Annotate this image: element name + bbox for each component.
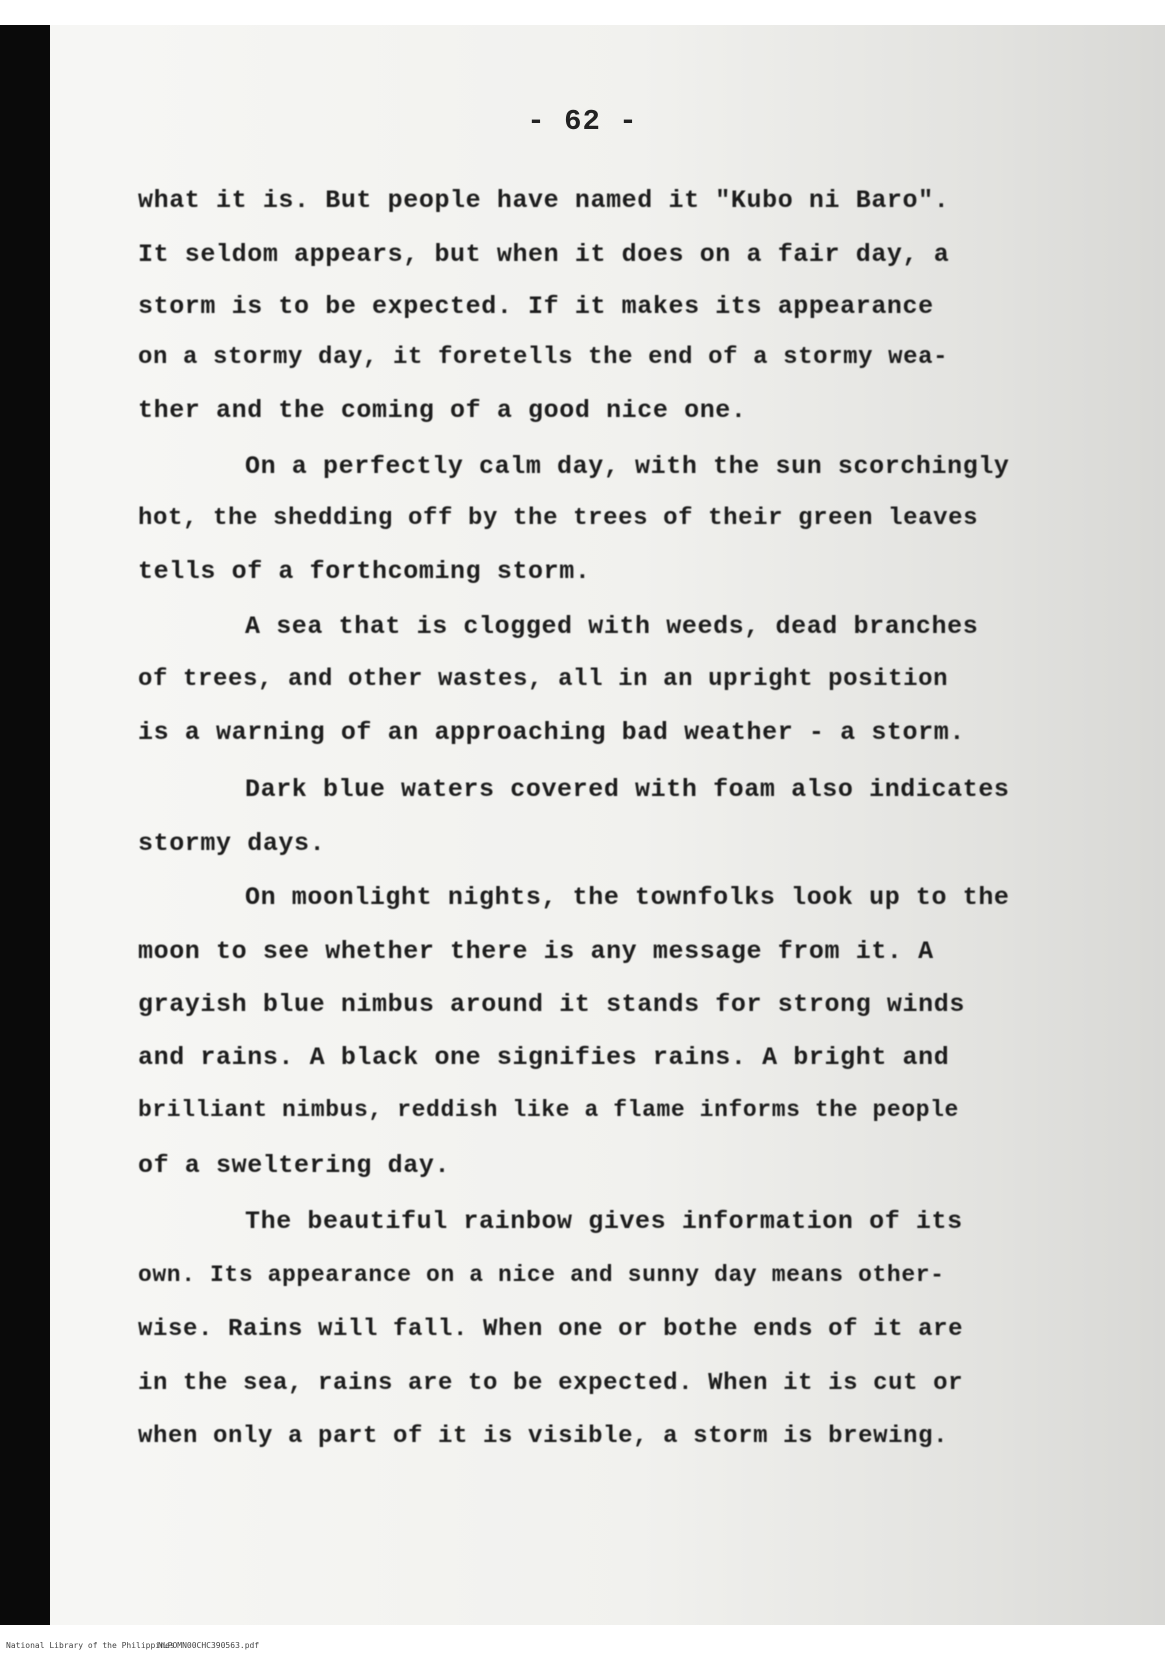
text-line: The beautiful rainbow gives information of its [245,1207,963,1236]
text-line: of a sweltering day. [138,1151,451,1180]
text-line: own. Its appearance on a nice and sunny day means other- [138,1262,945,1288]
text-line: Dark blue waters covered with foam also indicates [245,775,1010,804]
top-margin [0,0,1165,25]
text-line: On moonlight nights, the townfolks look up to the [245,883,1010,912]
text-line: of trees, and other wastes, all in an upright position [138,666,949,693]
text-line: It seldom appears, but when it does on a fair day, a [138,240,950,269]
text-line: on a stormy day, it foretells the end of a stormy wea- [138,344,949,371]
text-line: brilliant nimbus, reddish like a flame informs the people [138,1097,959,1123]
text-line: stormy days. [138,829,326,858]
text-line: hot, the shedding off by the trees of their green leaves [138,505,979,532]
text-line: when only a part of it is visible, a storm is brewing. [138,1423,949,1450]
text-line: what it is. But people have named it "Kubo ni Baro". [138,186,950,215]
footer-right: NLPOMN00CHC390563.pdf [158,1641,260,1650]
text-line: is a warning of an approaching bad weather - a storm. [138,718,965,747]
page-number: - 62 - [527,105,638,138]
footer [0,1636,1165,1658]
footer-left: National Library of the Philippines [6,1641,175,1650]
text-line: storm is to be expected. If it makes its appearance [138,292,934,321]
text-line: A sea that is clogged with weeds, dead branches [245,612,979,641]
text-line: On a perfectly calm day, with the sun scorchingly [245,452,1010,481]
text-line: moon to see whether there is any message from it. A [138,937,934,966]
scan-edge-shadow [0,25,50,1625]
text-line: tells of a forthcoming storm. [138,557,591,586]
text-line: ther and the coming of a good nice one. [138,396,747,425]
text-line: wise. Rains will fall. When one or bothe ends of it are [138,1316,964,1343]
text-line: in the sea, rains are to be expected. When it is cut or [138,1370,964,1397]
text-line: grayish blue nimbus around it stands for strong winds [138,990,965,1019]
text-line: and rains. A black one signifies rains. A bright and [138,1043,950,1072]
